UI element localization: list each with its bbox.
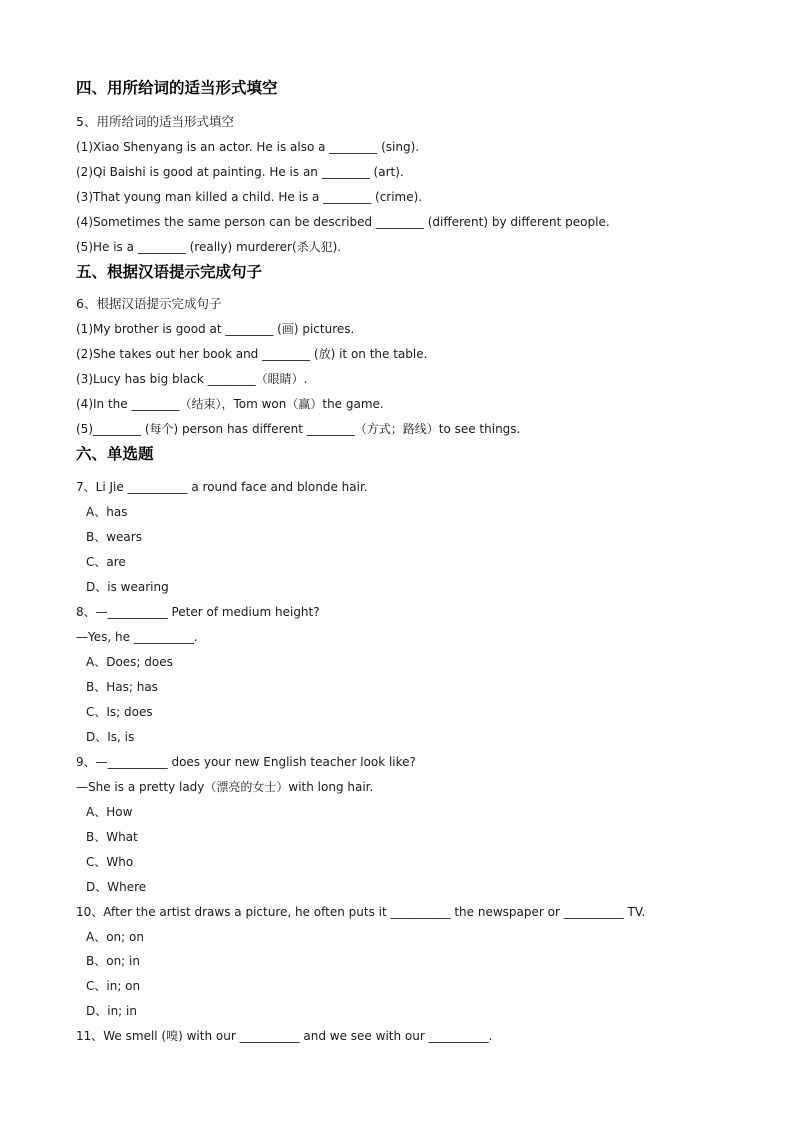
question-7-option-b: B、wears (86, 530, 142, 544)
question-7-option-d: D、is wearing (86, 580, 169, 594)
question-10-option-a: A、on; on (86, 930, 144, 944)
question-9-option-d: D、Where (86, 880, 147, 894)
question-9-option-c: C、Who (86, 855, 134, 869)
question-8-option-b: B、Has; has (86, 680, 158, 694)
question-7-stem: 7、Li Jie __________ a round face and blonde hair. (76, 480, 368, 494)
section-heading-5: 五、根据汉语提示完成句子 (76, 263, 263, 281)
section-heading-4: 四、用所给词的适当形式填空 (76, 79, 278, 97)
question-6-item-3: (3)Lucy has big black ________（眼睛）. (76, 372, 308, 386)
section-heading-6: 六、单选题 (76, 445, 154, 463)
question-5-item-4: (4)Sometimes the same person can be described ________ (different) by different people. (76, 215, 610, 229)
question-8-stem-2: —Yes, he __________. (76, 630, 198, 644)
question-10-option-b: B、on; in (86, 954, 140, 968)
question-8-option-a: A、Does; does (86, 655, 173, 669)
question-7-option-a: A、has (86, 505, 128, 519)
question-8-stem: 8、—__________ Peter of medium height? (76, 605, 320, 619)
question-6-item-1: (1)My brother is good at ________ (画) pictures. (76, 322, 355, 336)
question-5-item-3: (3)That young man killed a child. He is a ________ (crime). (76, 190, 423, 204)
question-8-option-c: C、Is; does (86, 705, 153, 719)
question-10-option-d: D、in; in (86, 1004, 137, 1018)
question-6-item-5: (5)________ (每个) person has different ________（方式；路线）to see things. (76, 422, 521, 436)
question-9-option-a: A、How (86, 805, 133, 819)
question-5-title: 5、用所给词的适当形式填空 (76, 114, 234, 129)
question-9-stem-2: —She is a pretty lady（漂亮的女士）with long hair. (76, 780, 374, 794)
question-5-item-2: (2)Qi Baishi is good at painting. He is an ________ (art). (76, 165, 404, 179)
question-5-item-5: (5)He is a ________ (really) murderer(杀人犯). (76, 240, 342, 254)
question-9-option-b: B、What (86, 830, 138, 844)
question-5-item-1: (1)Xiao Shenyang is an actor. He is also a ________ (sing). (76, 140, 420, 154)
question-7-option-c: C、are (86, 555, 126, 569)
question-10-option-c: C、in; on (86, 979, 141, 993)
question-11-stem: 11、We smell (嗅) with our __________ and we see with our __________. (76, 1029, 493, 1043)
question-6-item-2: (2)She takes out her book and ________ (放) it on the table. (76, 347, 428, 361)
question-6-title: 6、根据汉语提示完成句子 (76, 296, 222, 311)
question-8-option-d: D、Is, is (86, 730, 135, 744)
question-6-item-4: (4)In the ________（结束），Tom won（赢）the game. (76, 397, 384, 411)
question-9-stem: 9、—__________ does your new English teacher look like? (76, 755, 416, 769)
question-10-stem: 10、After the artist draws a picture, he often puts it __________ the newspaper or __________ TV. (76, 905, 646, 919)
